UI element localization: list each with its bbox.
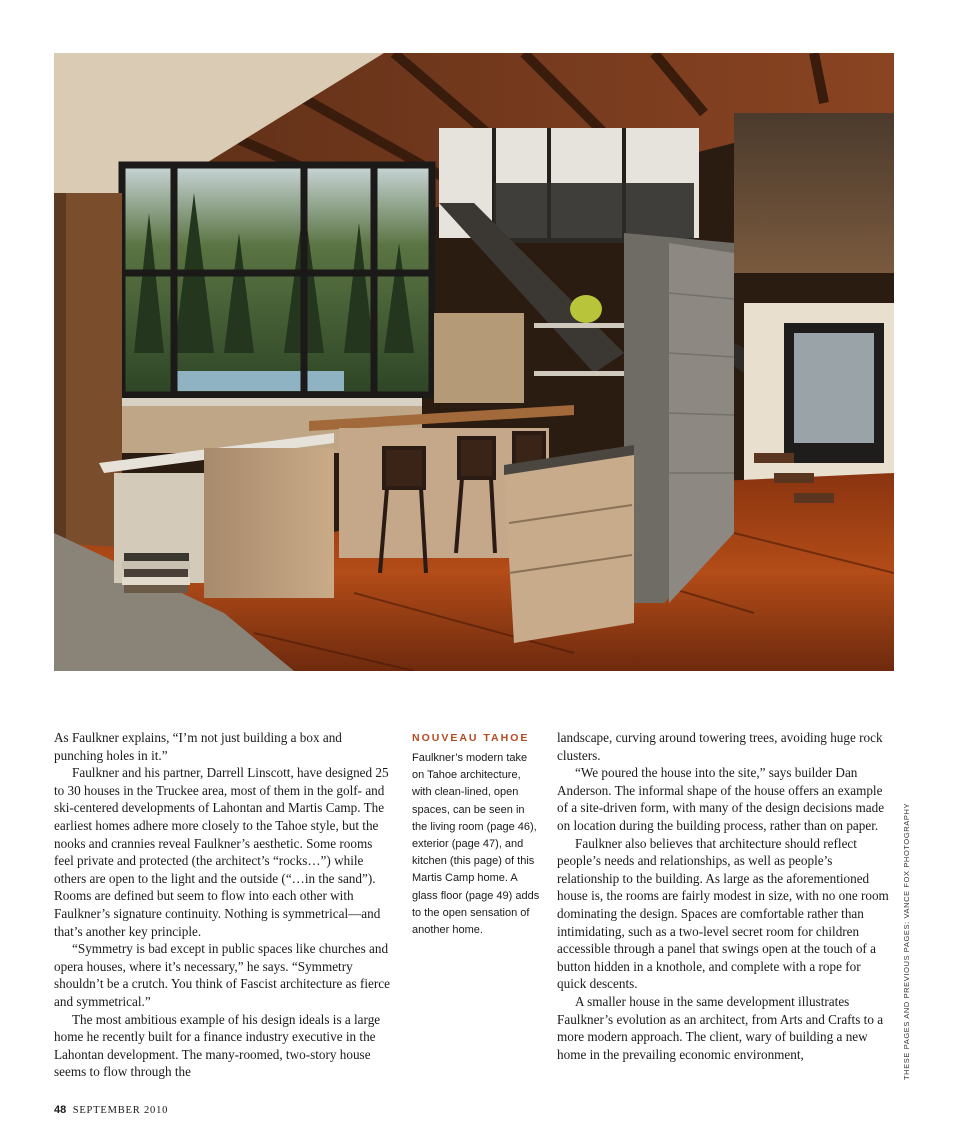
caption-text: Faulkner’s modern take on Tahoe architecture, with clean-lined, open spaces, can be seen in the living room (page 46), exterior (page 47), and kitchen (this page) of this Martis Camp home. A glass floor (page 49) adds to the open sensation of another home.	[412, 752, 540, 937]
paragraph: Faulkner and his partner, Darrell Linscott, have designed 25 to 30 houses in the Truckee area, most of them in the golf- and ski-centered developments of Lahontan and Martis Camp. The earliest homes adhere more closely to the Tahoe style, but the nooks and crannies reveal Faulkner’s aesthetic. Some rooms feel private and protected (the architect’s “rocks…”) while others are open to the light and the outside (“…in the sand”). Rooms are defined but seem to flow into each other with Faulkner’s signature continuity. Nothing is symmetrical—and that’s another key principle.	[54, 765, 389, 939]
paragraph: landscape, curving around towering trees, avoiding huge rock clusters.	[557, 730, 883, 763]
page-folio	[54, 1104, 168, 1116]
kitchen-photo-illustration	[54, 53, 894, 671]
page-number: 48	[54, 1104, 67, 1116]
paragraph: “Symmetry is bad except in public spaces like churches and opera houses, where it’s necessary,” he says. “Symmetry shouldn’t be a crutch. You think of Fascist architecture as fierce and symmetrical.”	[54, 941, 390, 1009]
issue-date: SEPTEMBER 2010	[72, 1105, 169, 1116]
photo-credit: THESE PAGES AND PREVIOUS PAGES: VANCE FOX PHOTOGRAPHY	[902, 802, 911, 1080]
paragraph: Faulkner also believes that architecture should reflect people’s needs and relationships, as well as people’s relationship to the building. As large as the aforementioned house is, the rooms are fairly modest in size, with no one room dominating the design. Spaces are comfortable rather than intimidating, such as a two-level secret room for children accessible through a panel that swings open at the touch of a button hidden in a knothole, and complete with a rope for quick descents.	[557, 835, 889, 992]
article-column-left	[54, 729, 394, 1081]
kitchen-photo	[54, 53, 894, 671]
paragraph: The most ambitious example of his design ideals is a large home he recently built for a finance industry executive in the Lahontan development. The many-roomed, two-story house seems to flow through the	[54, 1011, 381, 1080]
paragraph: As Faulkner explains, “I’m not just building a box and punching holes in it.”	[54, 730, 342, 763]
article-column-right	[557, 729, 891, 1063]
paragraph: “We poured the house into the site,” says builder Dan Anderson. The informal shape of the house offers an example of a site-driven form, with many of the design decisions made on location during the building process, rather than on paper.	[557, 765, 885, 833]
photo-caption	[412, 731, 540, 939]
caption-kicker: NOUVEAU TAHOE	[412, 732, 530, 744]
paragraph: A smaller house in the same development illustrates Faulkner’s evolution as an architect, from Arts and Crafts to a more modern approach. The client, wary of building a new home in the prevailing economic environment,	[557, 993, 884, 1062]
